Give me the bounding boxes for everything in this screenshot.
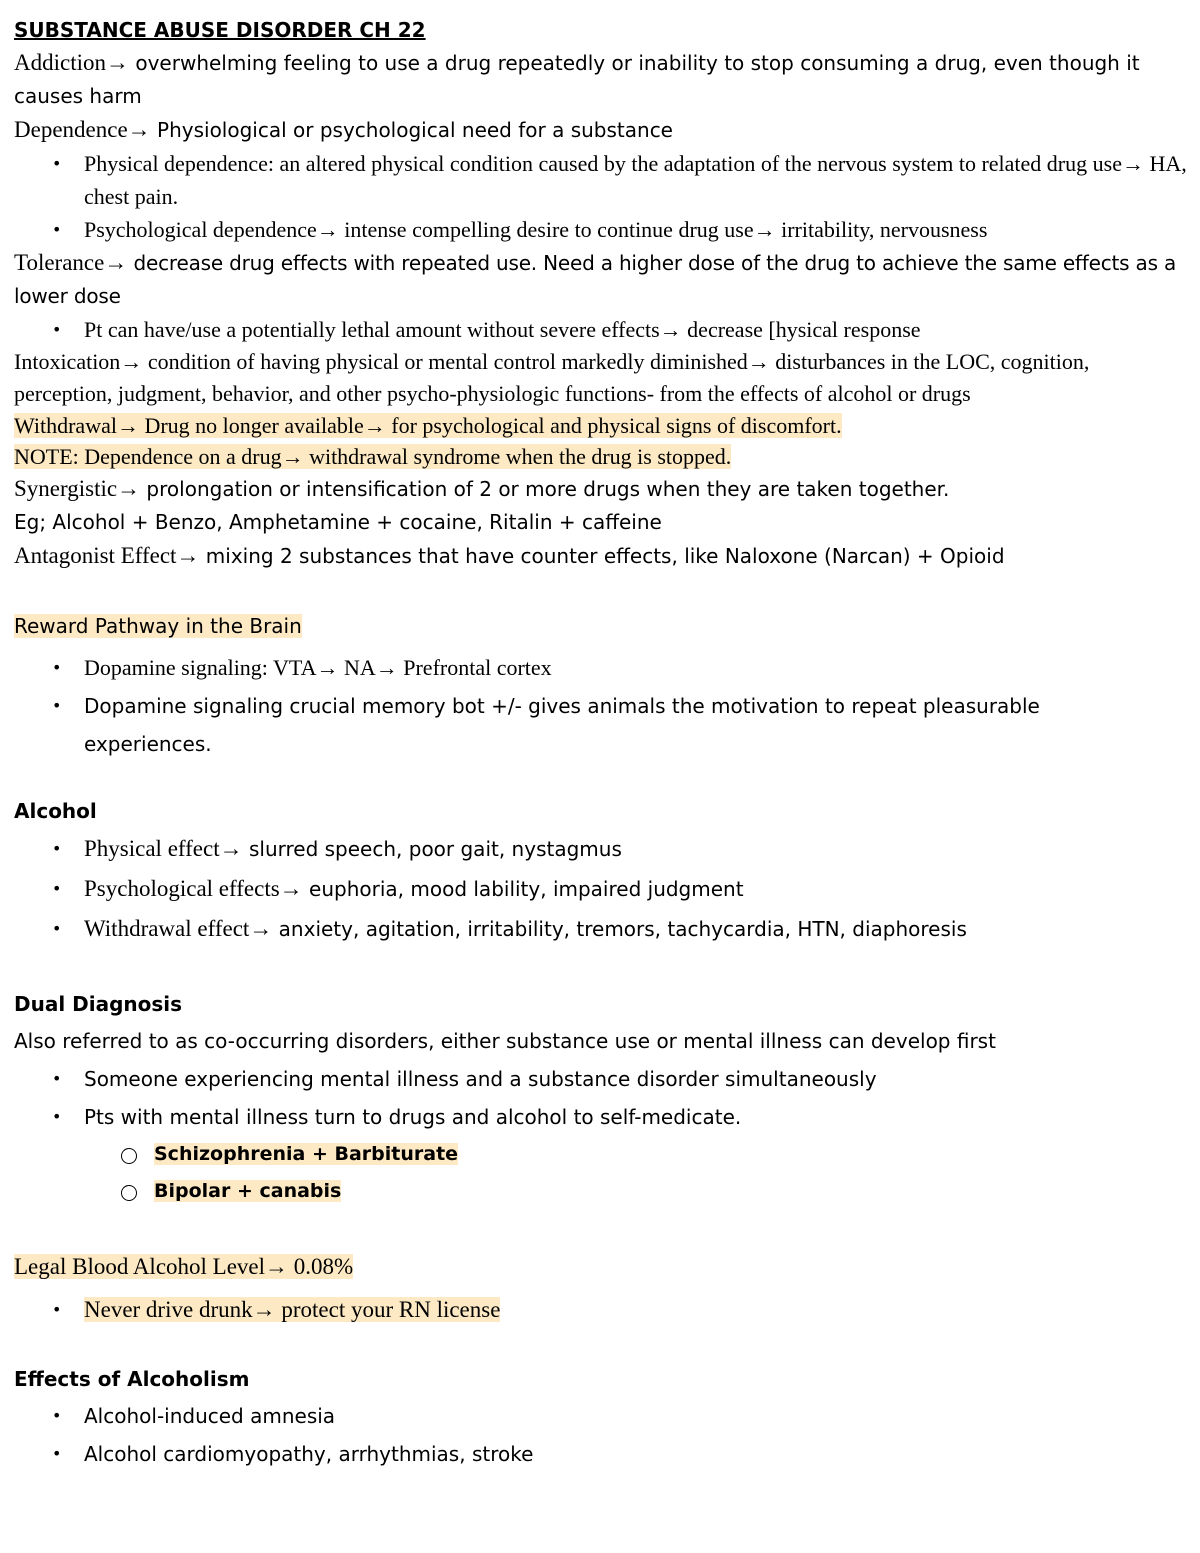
term-text: condition of having physical or mental control markedly diminished→ disturbances in the LOC, cognition, perception, judgment, behavior, and other psycho-physiologic functions- from the effects of alcohol or drugs [14,349,1090,406]
section-heading: Reward Pathway in the Brain [14,614,302,638]
highlighted-text: Schizophrenia + Barbiturate [154,1143,459,1165]
tolerance-definition [14,246,1189,313]
reward-section [14,606,1189,649]
list-item [84,869,1189,909]
section-heading-effects: Effects of Alcoholism [14,1367,250,1391]
highlighted-text: NOTE: Dependence on a drug→ withdrawal syndrome when the drug is stopped. [14,444,732,469]
highlighted-text: Bipolar + canabis [154,1180,342,1202]
list-item: • Pt can have/use a potentially lethal amount without severe effects→ decrease [hysical response [84,313,1189,346]
list-item: • Alcohol-induced amnesia [84,1397,1189,1435]
synergistic-example [14,506,1189,539]
legal-bac-section [14,1248,1189,1289]
alcohol-bullets [14,829,1189,949]
effects-bullets [14,1397,1189,1473]
list-item: • Pts with mental illness turn to drugs and alcohol to self-medicate. [84,1098,1189,1136]
term-label: Antagonist Effect→ [14,543,200,568]
list-item: • Psychological dependence→ intense compelling desire to continue drug use→ irritability, nervousness [84,213,1189,246]
item-text: euphoria, mood lability, impaired judgment [302,877,744,901]
list-item: • Alcohol cardiomyopathy, arrhythmias, stroke [84,1435,1189,1473]
section-heading: Legal Blood Alcohol Level→ 0.08% [14,1254,354,1279]
dependence-note [14,441,1189,472]
term-label: Synergistic→ [14,476,141,501]
sub-list-item [154,1173,1189,1210]
item-label: Physical effect→ [84,836,243,861]
item-text: anxiety, agitation, irritability, tremors, tachycardia, HTN, diaphoresis [272,917,967,941]
highlighted-text [14,413,842,438]
section-heading-alcohol: Alcohol [14,799,97,823]
list-item: • Dopamine signaling: VTA→ NA→ Prefrontal cortex [84,649,1189,687]
term-label: Withdrawal→ [14,413,139,438]
withdrawal-definition [14,410,1189,441]
term-text: decrease drug effects with repeated use. Need a higher dose of the drug to achieve the same effects as a lower dose [14,251,1177,308]
term-text: Physiological or psychological need for a substance [150,118,673,142]
term-text: prolongation or intensification of 2 or more drugs when they are taken together. [140,477,950,501]
antagonist-definition [14,539,1189,573]
item-label: Withdrawal effect→ [84,916,273,941]
synergistic-definition [14,472,1189,506]
document-page [14,14,1189,1473]
list-item [84,1289,1189,1331]
intro-text: Also referred to as co-occurring disorders, either substance use or mental illness can develop first [14,1029,996,1053]
legal-bullets [14,1289,1189,1331]
list-item: • Dopamine signaling crucial memory bot +/- gives animals the motivation to repeat pleasurable experiences. [84,687,1189,763]
dependence-definition [14,113,1189,147]
term-label: Tolerance→ [14,250,128,275]
term-text: Drug no longer available→ for psychological and physical signs of discomfort. [138,413,842,438]
term-text: mixing 2 substances that have counter effects, like Naloxone (Narcan) + Opioid [199,544,1005,568]
sub-list-item [154,1136,1189,1173]
term-label: Addiction→ [14,50,129,75]
term-label: Intoxication→ [14,349,143,374]
intoxication-definition [14,346,1189,410]
section-heading-dual-diagnosis: Dual Diagnosis [14,992,183,1016]
example-text: Eg; Alcohol + Benzo, Amphetamine + cocaine, Ritalin + caffeine [14,510,662,534]
addiction-definition [14,46,1189,113]
list-item [84,909,1189,949]
dual-intro [14,1022,1189,1060]
item-text: slurred speech, poor gait, nystagmus [242,837,622,861]
term-text: overwhelming feeling to use a drug repeatedly or inability to stop consuming a drug, even though it causes harm [14,51,1140,108]
term-label: Dependence→ [14,117,151,142]
list-item: • Physical dependence: an altered physical condition caused by the adaptation of the nervous system to related drug use→ HA, chest pain. [84,147,1189,213]
reward-bullets [14,649,1189,763]
document-title: SUBSTANCE ABUSE DISORDER CH 22 [14,18,426,42]
list-item: • Someone experiencing mental illness and a substance disorder simultaneously [84,1060,1189,1098]
dependence-bullets [14,147,1189,246]
highlighted-text: Never drive drunk→ protect your RN license [84,1297,501,1322]
dual-sub-bullets [14,1136,1189,1210]
dual-bullets [14,1060,1189,1136]
list-item [84,829,1189,869]
tolerance-bullets [14,313,1189,346]
item-label: Psychological effects→ [84,876,303,901]
